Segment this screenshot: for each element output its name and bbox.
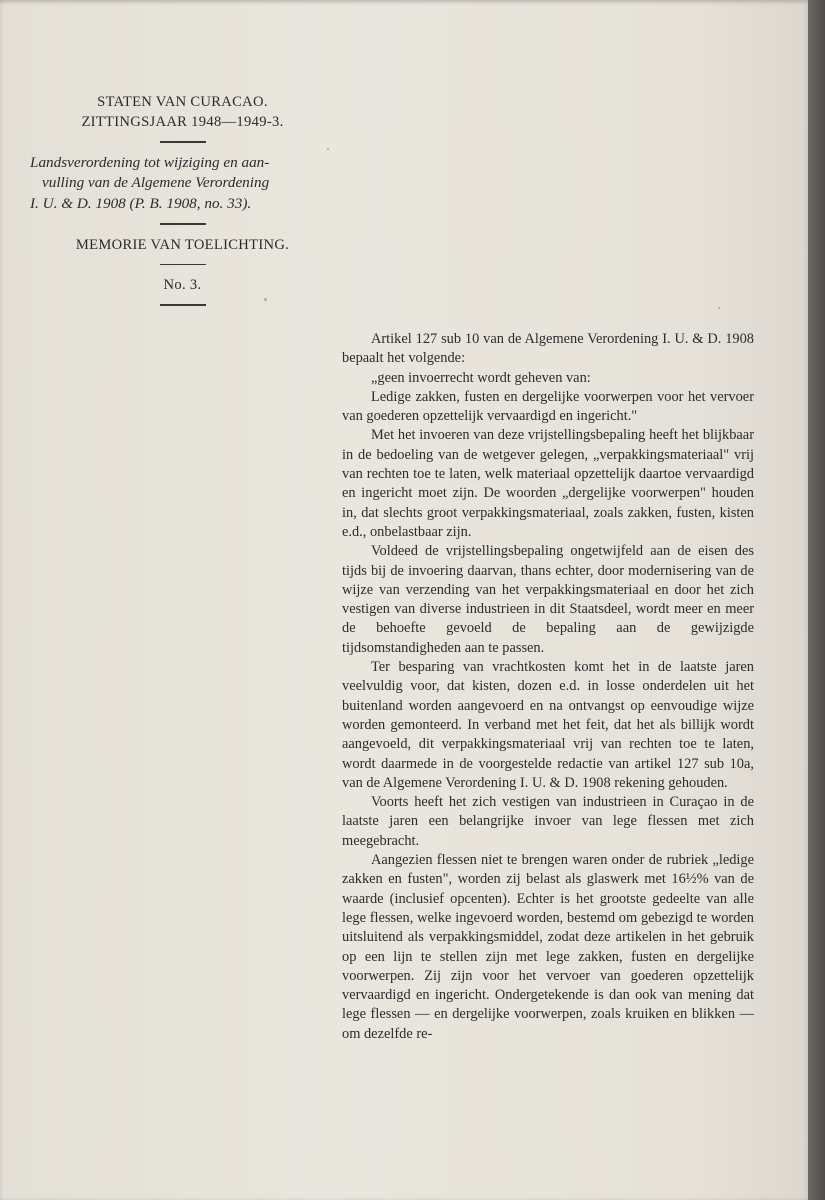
body-text (342, 330, 754, 1044)
paragraph-6: Ter besparing van vrachtkosten komt het in de laatste jaren veelvuldig voor, dat kisten, dozen e.d. in losse onderdelen uit het buitenland worden aangevoerd en na ontvangst op eenvoudige wijze worden gemonteerd. In verband met het feit, dat het als billijk wordt aangevoeld, dit verpakkingsmateriaal vrij van rechten toe te laten, wordt daarmede in de voorgestelde redactie van artikel 127 sub 10a, van de Algemene Verordening I. U. & D. 1908 rekening gehouden. (342, 659, 754, 791)
page-top-shadow (0, 0, 808, 6)
scan-edge (808, 0, 825, 1200)
paper-speck (718, 307, 720, 309)
header-divider-1 (160, 141, 206, 143)
header-divider-2 (160, 223, 206, 225)
ordinance-title-line-2: vulling van de Algemene Verordening (42, 174, 270, 191)
paper-speck (264, 298, 267, 301)
paragraph-2: „geen invoerrecht wordt geheven van: (371, 369, 591, 386)
header-line-staten: STATEN VAN CURACAO. (97, 94, 268, 110)
ordinance-title (30, 153, 335, 215)
ordinance-title-line-3: I. U. & D. 1908 (P. B. 1908, no. 33). (30, 194, 252, 212)
header-divider-3 (160, 264, 206, 266)
header-divider-4 (160, 304, 206, 306)
paragraph-1: Artikel 127 sub 10 van de Algemene Verordening I. U. & D. 1908 bepaalt het volgende: (342, 331, 754, 367)
paragraph-3: Ledige zakken, fusten en dergelijke voorwerpen voor het vervoer van goederen opzettelijk vervaardigd en ingericht." (342, 388, 754, 425)
document-header (30, 92, 335, 316)
paragraph-8: Aangezien flessen niet te brengen waren onder de rubriek „ledige zakken en fusten", worden zij belast als glaswerk met 16½% van de waarde (inclusief opcenten). Echter is het grootste gedeelte van alle lege flessen, welke ingevoerd worden, bestemd om gebezigd te worden uitsluitend als verpakkingsmiddel, zodat deze artikelen in het gebruik op een lijn te stellen zijn met lege zakken, fusten en dergelijke voorwerpen. Zij zijn voor het vervoer van goederen opzettelijk vervaardigd en ingericht. Ondergetekende is dan ook van mening dat lege flessen — en dergelijke voorwerpen, zoals kruiken en blikken — om dezelfde re- (342, 852, 754, 1042)
header-line-zittingsjaar: ZITTINGSJAAR 1948—1949-3. (81, 114, 284, 130)
paragraph-5: Voldeed de vrijstellingsbepaling ongetwijfeld aan de eisen des tijds bij de invoering daarvan, thans echter, door modernisering van de wijze van verzending van het verpakkingsmateriaal en door het zich vestigen van diverse industrieen in dit Staatsdeel, wordt meer en meer de behoefte gevoeld de bepaling aan de gewijzigde tijdsomstandigheden aan te passen. (342, 543, 754, 656)
document-number: No. 3. (163, 277, 202, 293)
ordinance-title-line-1: Landsverordening tot wijziging en aan- (30, 153, 270, 171)
paper-speck (327, 148, 329, 150)
paragraph-7: Voorts heeft het zich vestigen van industrieen in Curaçao in de laatste jaren een belangrijke invoer van lege flessen met zich meegebracht. (342, 794, 754, 849)
memorie-heading: MEMORIE VAN TOELICHTING. (75, 236, 290, 253)
paragraph-4: Met het invoeren van deze vrijstellingsbepaling heeft het blijkbaar in de bedoeling van de wetgever gelegen, „verpakkingsmateriaal" vrij van rechten toe te laten, welk materiaal opzettelijk daartoe vervaardigd en ingericht moet zijn. De woorden „dergelijke voorwerpen" houden in, dat slechts groot verpakkingsmateriaal, zoals zakken, fusten, kisten e.d., onbelastbaar zijn. (342, 427, 754, 540)
